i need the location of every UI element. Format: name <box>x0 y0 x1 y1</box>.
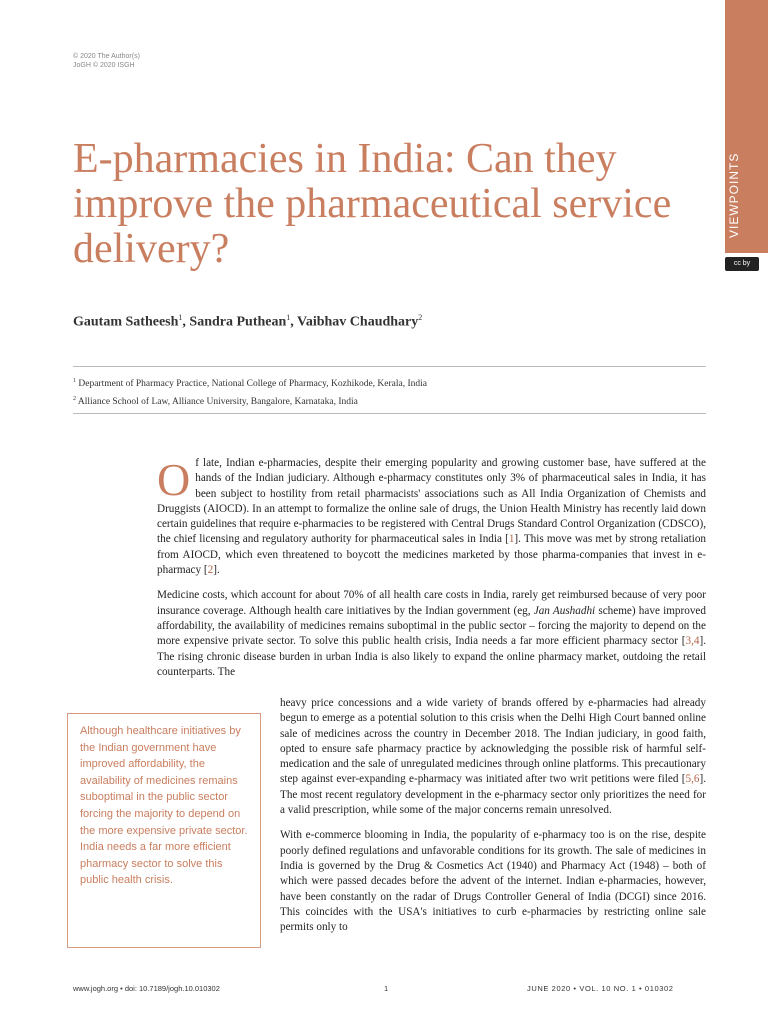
copyright-line: © 2020 The Author(s) <box>73 53 140 60</box>
citation-link[interactable]: 3,4 <box>685 635 700 648</box>
scheme-name: Jan Aushadhi <box>533 604 596 617</box>
author-name: Vaibhav Chaudhary <box>297 314 419 330</box>
footer-page-number: 1 <box>384 984 389 993</box>
text-run: ]. <box>213 564 220 577</box>
author-separator: , <box>290 314 298 330</box>
copyright-line: JoGH © 2020 ISGH <box>73 62 135 69</box>
section-tab-label: VIEWPOINTS <box>727 152 741 238</box>
author-affiliation-mark: 1 <box>178 313 183 322</box>
paragraph-ecommerce: With e-commerce blooming in India, the popularity of e-pharmacy too is on the rise, despite poorly defined regulations and unfavorable conditions for its growth. The sale of medicines in India is governed by the Drug & Cosmetics Act (1940) and Pharmacy Act (1948) – both of which were passed decades before the advent of the internet. Indian e-pharmacies, however, have been constantly on the radar of Drugs Controller General of India (DCGI) since 2016. This coincides with the USA's initiatives to curb e-pharmacies by restricting online sale permits only to <box>280 829 706 934</box>
text-run: ]. The most recent regulatory development in the e-pharmacy sector only prioritizes the need for a valid prescription, while some of the major concerns remain unresolved. <box>280 773 706 817</box>
author-affiliation-mark: 2 <box>418 313 423 322</box>
copyright-notice <box>73 52 140 70</box>
citation-link[interactable]: 2 <box>207 564 214 577</box>
affiliation-item <box>73 392 427 410</box>
footer-issue: JUNE 2020 • VOL. 10 NO. 1 • 010302 <box>527 984 674 993</box>
article-title: E-pharmacies in India: Can they improve the pharmaceutical service delivery? <box>73 136 672 272</box>
divider <box>73 413 706 414</box>
text-run: ]. This move was met by strong retaliation from AIOCD, which even threatened to boycott the medicines marketed by those pharma-companies that invest in e-pharmacy [ <box>157 533 707 577</box>
text-run: ]. The rising chronic disease burden in urban India is also likely to expand the online pharmacy market, outdoing the retail counterparts. The <box>157 635 706 678</box>
affiliations <box>73 374 427 410</box>
affiliation-number: 2 <box>73 396 76 403</box>
author-affiliation-mark: 1 <box>286 313 291 322</box>
affiliation-item <box>73 374 427 392</box>
author-name: Gautam Satheesh <box>73 314 179 330</box>
affiliation-text: Alliance School of Law, Alliance University, Bangalore, Karnataka, India <box>77 397 358 408</box>
author-list <box>73 313 422 331</box>
pull-quote: Although healthcare initiatives by the Indian government have improved affordability, the availability of medicines remains suboptimal in the public sector forcing the majority to depend on the more expensive private sector. India needs a far more efficient pharmacy sector to solve this public health crisis. <box>67 713 261 948</box>
text-run: f late, Indian e-pharmacies, despite their emerging popularity and growing customer base, have suffered at the hands of the Indian judiciary. Although e-pharmacy constitutes only 3% of pharmaceutical sales in India, it has been subject to hostility from retail pharmacists' associations such as All India Organization of Chemists and Druggists (AIOCD). In an attempt to formalize the online sale of drugs, the Union Health Ministry has recently laid down certain guidelines that require e-pharmacies to be registered with Central Drugs Standard Control Organization (CDSCO), the chief licensing and regulatory authority for pharmaceutical sales in India [ <box>157 457 706 546</box>
license-badge[interactable]: cc by <box>725 257 759 271</box>
body-text-top <box>157 456 706 680</box>
paragraph-continuation <box>280 696 706 818</box>
text-run: scheme) have improved affordability, the availability of medicines remains suboptimal in the public sector – forcing the majority to depend on the more expensive private sector. To solve this public health crisis, India needs a far more efficient pharmacy sector [ <box>157 604 706 648</box>
paragraph-medicine-costs <box>157 588 706 680</box>
drop-cap: O <box>157 454 191 505</box>
footer-doi[interactable]: www.jogh.org • doi: 10.7189/jogh.10.010302 <box>73 984 220 993</box>
text-run: heavy price concessions and a wide variety of brands offered by e-pharmacies had already begun to emerge as a potential solution to this crisis when the Delhi High Court banned online sale of medicines across the country in December 2018. The Indian judiciary, in good faith, opted to ensure safe pharmacy practice by acknowledging the possible risk of harmful self-medication and the sale of unregulated medicines through online platforms. This precautionary step against ever-expanding e-pharmacy was initiated after two writ petitions were filed [ <box>280 697 706 786</box>
citation-link[interactable]: 1 <box>508 533 515 546</box>
affiliation-number: 1 <box>73 378 76 384</box>
affiliation-text: Department of Pharmacy Practice, National College of Pharmacy, Kozhikode, Kerala, India <box>78 379 428 390</box>
citation-link[interactable]: 5,6 <box>685 773 700 786</box>
text-run: Medicine costs, which account for about 70% of all health care costs in India, rarely get reimbursed because of very poor insurance coverage. Although health care initiatives by the Indian government (eg, <box>157 589 706 617</box>
divider <box>73 366 706 367</box>
author-separator: , <box>182 314 190 330</box>
paragraph-intro <box>157 456 706 578</box>
author-name: Sandra Puthean <box>189 314 287 330</box>
body-text-bottom <box>280 696 706 935</box>
